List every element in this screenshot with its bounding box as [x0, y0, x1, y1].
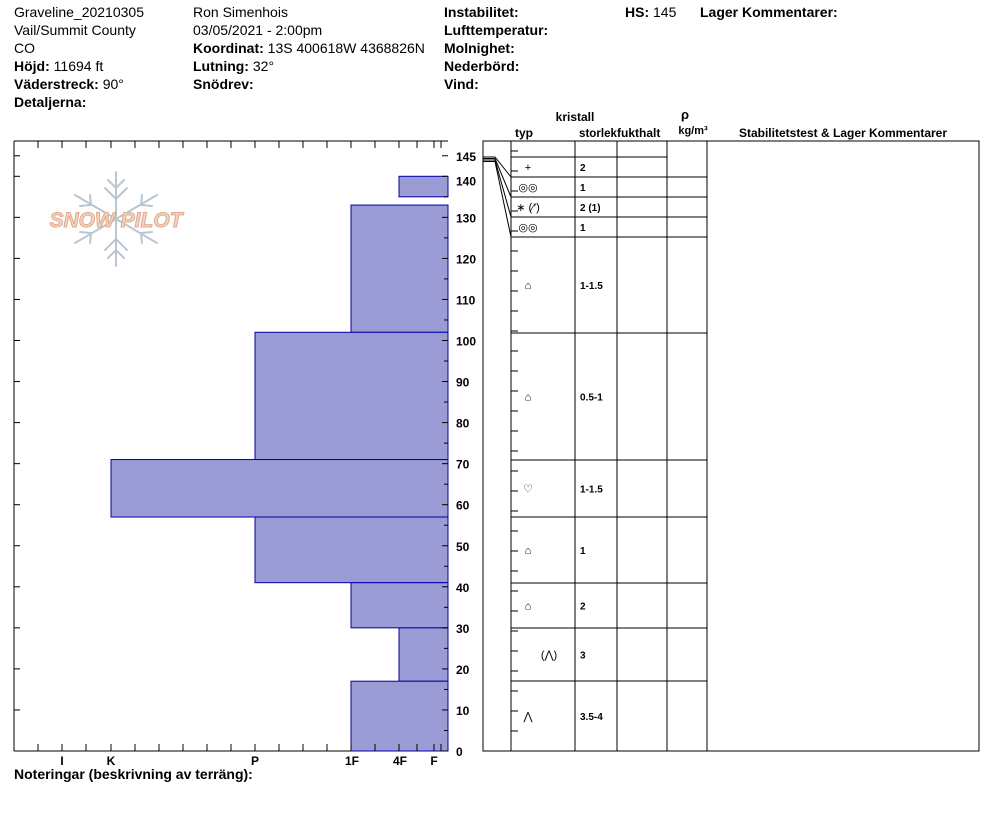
hardness-tick-label-0: I: [60, 754, 64, 768]
grain-size-4: 1-1.5: [580, 281, 603, 292]
grain-symbol-10: ⋀: [523, 711, 533, 723]
layer-comments-label: Lager Kommentarer:: [700, 4, 838, 20]
hardness-bar-4: [255, 332, 448, 459]
grain-size-9: 3: [580, 650, 586, 662]
header-comments: Stabilitetstest & Lager Kommentarer: [738, 126, 948, 140]
hs-label: HS:: [625, 4, 650, 20]
grain-symbol-1: ◎◎: [518, 182, 538, 194]
header-type: typ: [515, 126, 533, 140]
grain-symbol-4: ⌂: [524, 280, 532, 292]
connector-line-1: [483, 159, 511, 198]
observer: Ron Simenhois: [193, 4, 288, 20]
slope-value: 32°: [252, 58, 275, 74]
grain-symbol-7: ⌂: [524, 545, 532, 557]
logo-text: SNOW PILOT: [49, 209, 183, 232]
slope-label: Lutning:: [193, 58, 249, 74]
grain-size-1: 1: [580, 183, 586, 194]
hardness-bar-6: [255, 517, 448, 583]
location: Vail/Summit County: [14, 22, 136, 38]
details-label: Detaljerna:: [14, 94, 87, 110]
y-tick-label-14: 140: [456, 174, 477, 189]
grain-symbol-6: ♡: [523, 483, 533, 496]
connector-line-3: [483, 162, 511, 238]
hardness-bar-5: [111, 460, 448, 517]
y-tick-label-4: 40: [456, 580, 470, 595]
state: CO: [14, 40, 35, 56]
hardness-bar-7: [351, 583, 448, 628]
y-tick-label-10: 100: [456, 334, 477, 349]
hardness-bar-8: [399, 628, 448, 681]
grain-size-3: 1: [580, 223, 586, 234]
y-tick-label-1: 10: [456, 703, 470, 718]
hardness-tick-label-1: K: [106, 754, 116, 768]
grain-size-8: 2: [580, 601, 586, 613]
hardness-tick-label-2: P: [250, 754, 260, 768]
y-tick-label-5: 50: [456, 539, 470, 554]
grain-symbol-2: ∗ (⁄′): [516, 202, 540, 214]
aspect-label: Väderstreck:: [14, 76, 99, 92]
hs-value: 145: [653, 4, 677, 20]
header-crystal: kristall: [555, 110, 595, 124]
aspect-value: 90°: [102, 76, 124, 92]
hardness-tick-label-4: 4F: [392, 754, 408, 768]
sky-label: Molnighet:: [444, 40, 515, 56]
datetime: 03/05/2021 - 2:00pm: [193, 22, 323, 38]
elevation-value: 11694 ft: [53, 58, 104, 74]
header-size: storlek: [579, 126, 618, 140]
y-tick-label-8: 80: [456, 416, 470, 431]
hardness-bar-1: [399, 176, 448, 197]
header-density-unit: kg/m³: [678, 125, 708, 137]
hardness-tick-label-5: F: [430, 754, 438, 768]
grain-size-0: 2: [580, 163, 586, 174]
layer-table-frame: [483, 141, 979, 751]
coordinate-value: 13S 400618W 4368826N: [267, 40, 425, 56]
header-rho: ρ: [680, 107, 690, 122]
grain-size-5: 0.5-1: [580, 392, 603, 404]
site-name: Graveline_20210305: [14, 4, 144, 20]
grain-size-7: 1: [580, 546, 586, 557]
grain-size-6: 1-1.5: [580, 484, 603, 496]
y-tick-label-3: 30: [456, 621, 470, 636]
y-tick-label-6: 60: [456, 498, 470, 513]
hardness-bar-3: [351, 205, 448, 332]
hardness-tick-label-3: 1F: [344, 754, 360, 768]
y-tick-label-2: 20: [456, 662, 470, 677]
grain-symbol-5: ⌂: [524, 391, 532, 404]
grain-symbol-8: ⌂: [524, 600, 532, 613]
grain-symbol-0: +: [524, 162, 532, 174]
y-tick-label-15: 145: [456, 149, 477, 164]
instability-label: Instabilitet:: [444, 4, 519, 20]
grain-symbol-3: ◎◎: [518, 222, 538, 234]
precip-label: Nederbörd:: [444, 58, 520, 74]
y-tick-label-11: 110: [456, 293, 476, 308]
y-tick-label-7: 70: [456, 457, 470, 472]
hardness-bar-9: [351, 681, 448, 751]
coordinate-label: Koordinat:: [193, 40, 264, 56]
drift-label: Snödrev:: [193, 76, 254, 92]
y-tick-label-13: 130: [456, 211, 477, 226]
grain-size-2: 2 (1): [580, 203, 601, 214]
y-tick-label-12: 120: [456, 252, 477, 267]
elevation-label: Höjd:: [14, 58, 50, 74]
airtemp-label: Lufttemperatur:: [444, 22, 549, 38]
y-tick-label-9: 90: [456, 375, 470, 390]
wind-label: Vind:: [444, 76, 479, 92]
header-moisture: fukthalt: [617, 126, 661, 140]
notes-label: Noteringar (beskrivning av terräng):: [14, 766, 253, 782]
y-tick-label-0: 0: [456, 745, 463, 759]
grain-size-10: 3.5-4: [580, 712, 603, 723]
grain-symbol-9: (⋀): [540, 649, 558, 662]
